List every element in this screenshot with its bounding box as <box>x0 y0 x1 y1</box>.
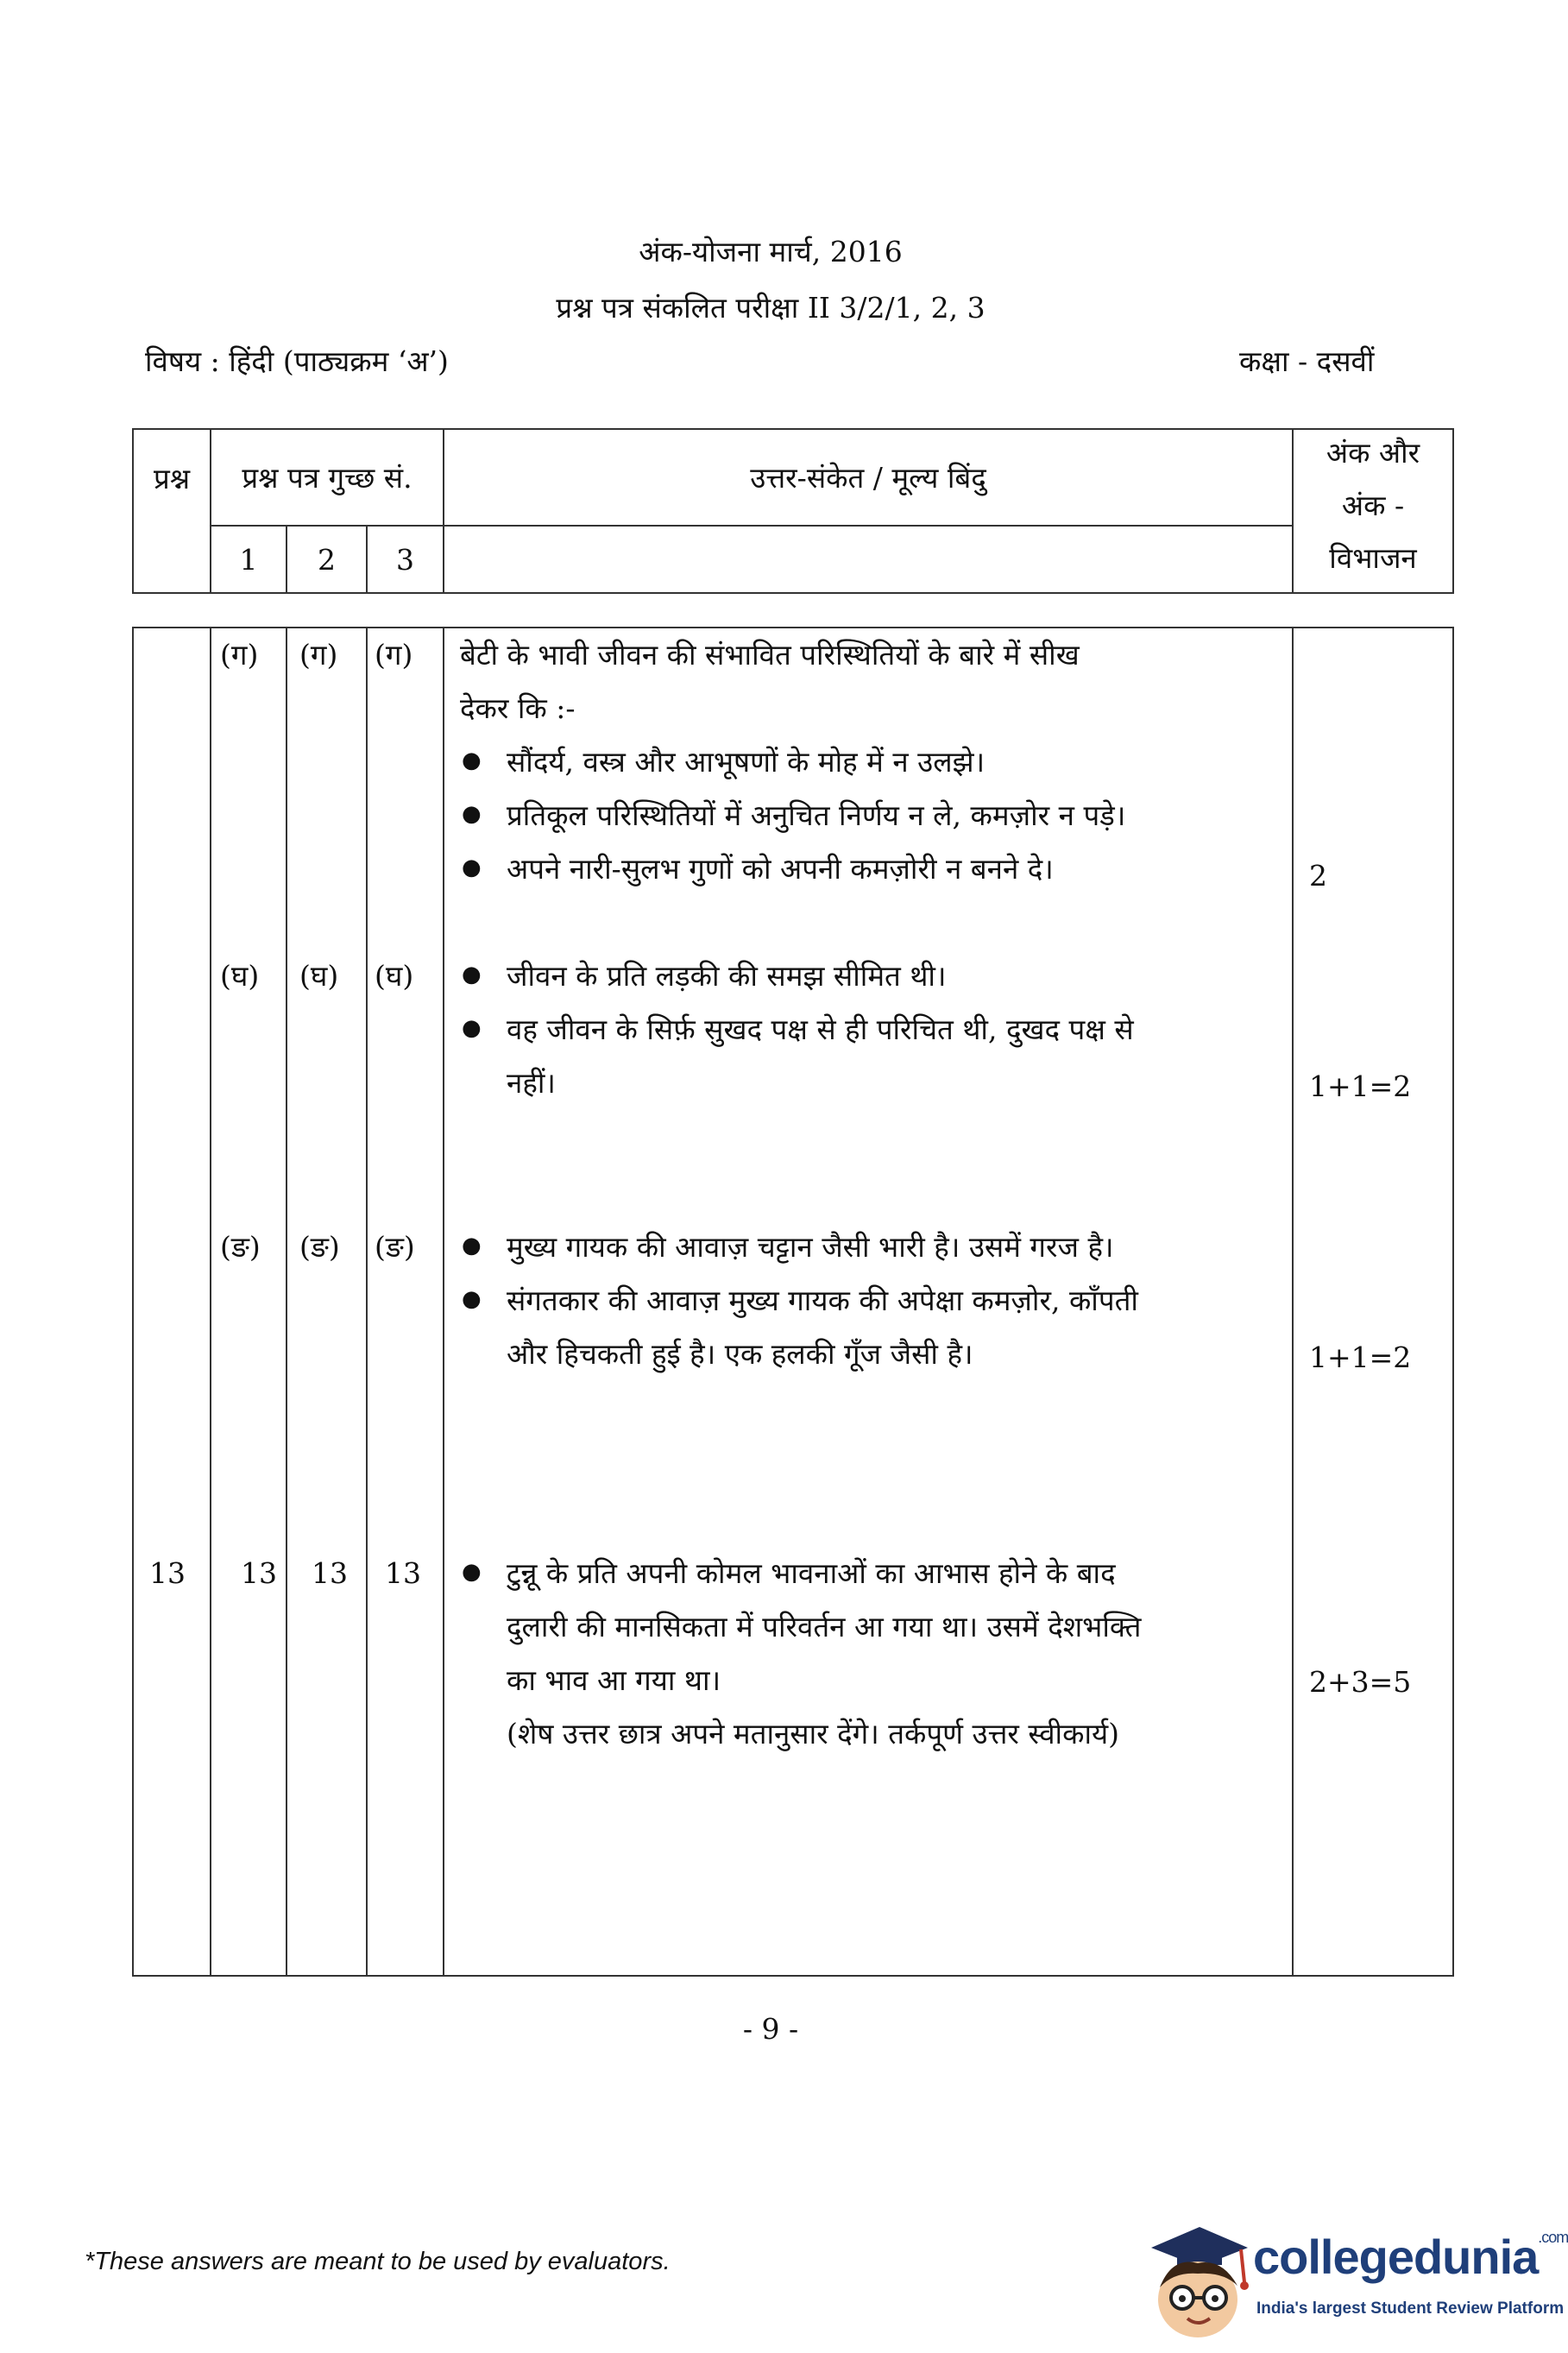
answer-column <box>444 628 1293 1976</box>
question-number: 13 <box>149 1556 186 1590</box>
set2-label-13: 13 <box>312 1556 348 1590</box>
bullet-icon: ● <box>462 1559 482 1585</box>
q13-line-2: दुलारी की मानसिकता में परिवर्तन आ गया था। उसमें देशभक्ति <box>507 1610 1142 1643</box>
subject-label: विषय : हिंदी (पाठ्यक्रम ‘अ’) <box>145 344 449 378</box>
bullet-icon: ● <box>462 1286 482 1312</box>
ng-bullet-2-line-2: और हिचकती हुई है। एक हलकी गूँज जैसी है। <box>507 1337 973 1371</box>
brand-suffix: .com <box>1538 2229 1568 2246</box>
marks-q13: 2+3=5 <box>1309 1665 1412 1699</box>
g-bullet-3: अपने नारी-सुलभ गुणों को अपनी कमज़ोरी न बनने दे। <box>507 852 1054 886</box>
paper-subtitle: प्रश्न पत्र संकलित परीक्षा II 3/2/1, 2, 3 <box>556 291 986 325</box>
answer-table-header <box>132 428 1454 594</box>
header-marks <box>1293 429 1453 593</box>
bullet-icon: ● <box>462 1233 482 1259</box>
q13-line-3: का भाव आ गया था। <box>507 1663 721 1697</box>
bullet-icon: ● <box>462 748 482 773</box>
brand-tagline: India's largest Student Review Platform <box>1256 2299 1565 2318</box>
header-marks-line-1: अंक और <box>1326 436 1420 470</box>
set1-label-ng: (ङ) <box>220 1230 261 1264</box>
set2-column <box>287 628 367 1976</box>
set1-label-gh: (घ) <box>220 959 260 993</box>
marks-ng: 1+1=2 <box>1309 1341 1412 1374</box>
header-question: प्रश्न <box>133 429 211 593</box>
set-number-1: 1 <box>211 526 287 593</box>
header-marks-line-2: अंक - <box>1341 489 1405 522</box>
set3-label-gh: (घ) <box>375 959 414 993</box>
page-number: - 9 - <box>742 2012 799 2046</box>
gh-bullet-2-line-2: नहीं। <box>507 1066 556 1100</box>
set3-label-13: 13 <box>385 1556 421 1590</box>
page-title: अंक-योजना मार्च, 2016 <box>639 235 903 268</box>
set3-label-ng: (ङ) <box>375 1230 415 1264</box>
ng-bullet-2-line-1: संगतकार की आवाज़ मुख्य गायक की अपेक्षा कमज़ोर, काँपती <box>507 1284 1138 1317</box>
q13-note: (शेष उत्तर छात्र अपने मतानुसार देंगे। तर्कपूर्ण उत्तर स्वीकार्य) <box>507 1717 1120 1751</box>
marks-gh: 1+1=2 <box>1309 1069 1412 1103</box>
g-intro-line-1: बेटी के भावी जीवन की संभावित परिस्थितियों के बारे में सीख <box>460 638 1080 672</box>
set1-column <box>211 628 287 1976</box>
answer-table-body <box>132 627 1454 1977</box>
mascot-icon <box>1137 2215 1250 2344</box>
class-label: कक्षा - दसवीं <box>1239 344 1375 378</box>
header-marks-line-3: विभाजन <box>1329 541 1417 575</box>
gh-bullet-1: जीवन के प्रति लड़की की समझ सीमित थी। <box>507 959 947 993</box>
bullet-icon: ● <box>462 1015 482 1041</box>
question-column <box>133 628 211 1976</box>
gh-bullet-2-line-1: वह जीवन के सिर्फ़ सुखद पक्ष से ही परिचित थी, दुखद पक्ष से <box>507 1012 1134 1046</box>
q13-line-1: टुन्नू के प्रति अपनी कोमल भावनाओं का आभास होने के बाद <box>507 1556 1116 1590</box>
header-set: प्रश्न पत्र गुच्छ सं. <box>211 429 444 526</box>
set2-label-ng: (ङ) <box>299 1230 340 1264</box>
bullet-icon: ● <box>462 855 482 880</box>
bullet-icon: ● <box>462 801 482 827</box>
g-bullet-1: सौंदर्य, वस्त्र और आभूषणों के मोह में न उलझे। <box>507 745 986 779</box>
set1-label-13: 13 <box>241 1556 277 1590</box>
set3-label-g: (ग) <box>375 638 413 672</box>
ng-bullet-1: मुख्य गायक की आवाज़ चट्टान जैसी भारी है। उसमें गरज है। <box>507 1230 1114 1264</box>
set-number-3: 3 <box>367 526 444 593</box>
set2-label-gh: (घ) <box>299 959 339 993</box>
evaluator-disclaimer: *These answers are meant to be used by evaluators. <box>85 2248 671 2275</box>
marks-g: 2 <box>1309 859 1327 893</box>
collegedunia-logo <box>1137 2215 1568 2344</box>
set1-label-g: (ग) <box>220 638 259 672</box>
g-bullet-2: प्रतिकूल परिस्थितियों में अनुचित निर्णय न ले, कमज़ोर न पड़े। <box>507 798 1126 832</box>
g-intro-line-2: देकर कि :- <box>460 691 576 725</box>
set-number-2: 2 <box>287 526 367 593</box>
brand-name: collegedunia <box>1253 2230 1539 2284</box>
header-answer: उत्तर-संकेत / मूल्य बिंदु <box>444 429 1293 526</box>
bullet-icon: ● <box>462 962 482 987</box>
header-answer-blank <box>444 526 1293 593</box>
marks-column <box>1293 628 1453 1976</box>
set3-column <box>367 628 444 1976</box>
set2-label-g: (ग) <box>299 638 338 672</box>
